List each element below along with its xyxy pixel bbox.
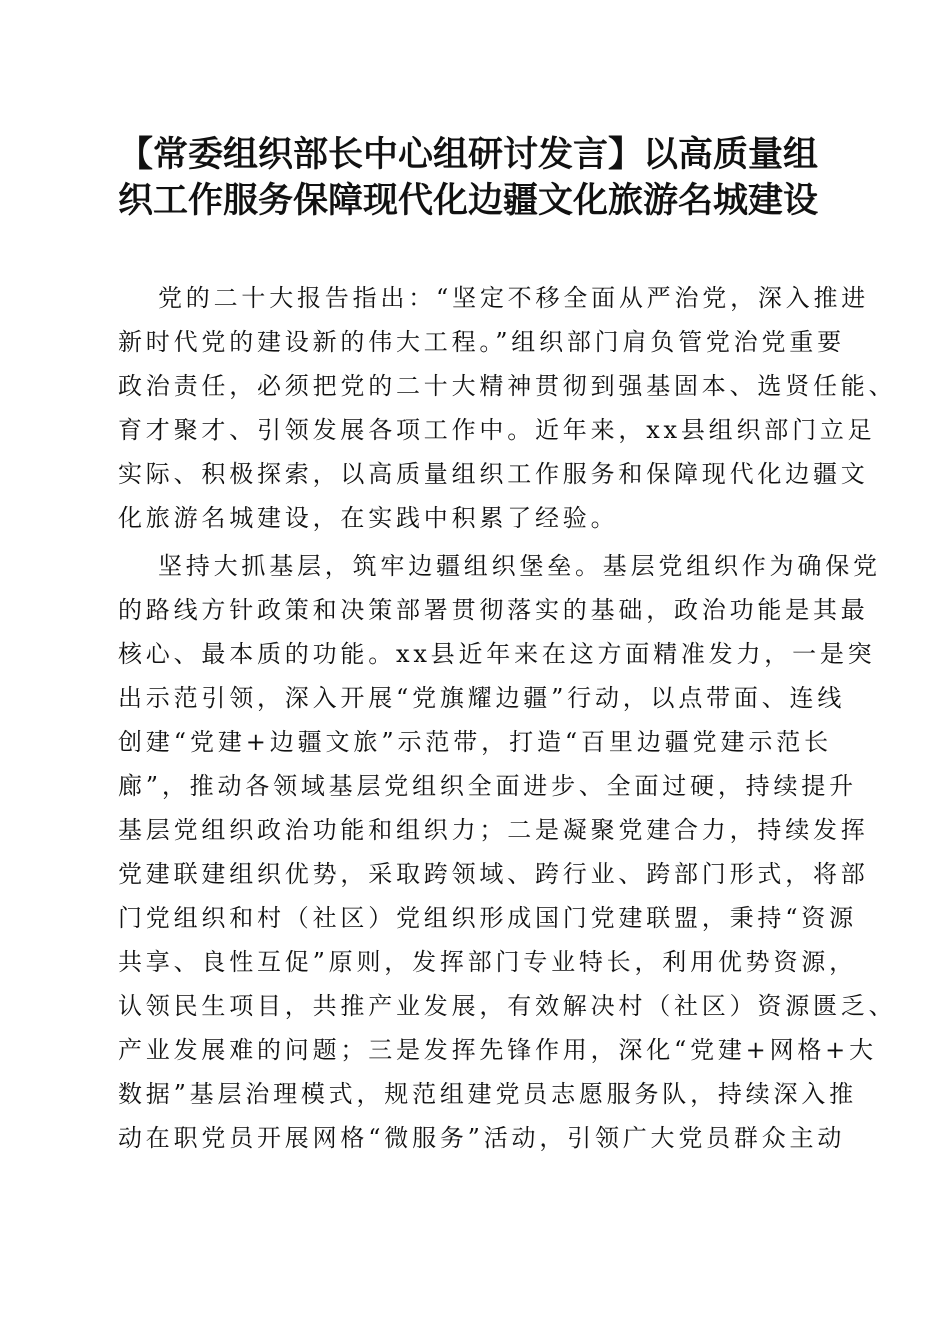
- paragraph-2-line: 创建“党建+边疆文旅”示范带，打造“百里边疆党建示范长: [118, 728, 832, 756]
- paragraph-2-line: 基层党组织政治功能和组织力；二是凝聚党建合力，持续发挥: [118, 816, 869, 844]
- paragraph-2-line: 共享、良性互促”原则，发挥部门专业特长，利用优势资源，: [118, 948, 857, 976]
- paragraph-2-line: 产业发展难的问题；三是发挥先锋作用，深化“党建+网格+大: [118, 1036, 877, 1064]
- paragraph-2-line: 核心、最本质的功能。xx县近年来在这方面精准发力，一是突: [118, 640, 876, 668]
- paragraph-2-line: 党建联建组织优势，采取跨领域、跨行业、跨部门形式，将部: [118, 860, 869, 888]
- paragraph-1-line: 育才聚才、引领发展各项工作中。近年来，xx县组织部门立足: [118, 416, 876, 444]
- paragraph-2-line: 坚持大抓基层，筑牢边疆组织堡垒。基层党组织作为确保党: [158, 552, 881, 580]
- paragraph-2-line: 认领民生项目，共推产业发展，有效解决村（社区）资源匮乏、: [118, 992, 897, 1020]
- paragraph-1-line: 政治责任，必须把党的二十大精神贯彻到强基固本、选贤任能、: [118, 372, 897, 400]
- document-title-line-1: 【常委组织部长中心组研讨发言】以高质量组: [118, 134, 819, 175]
- paragraph-2-line: 动在职党员开展网格“微服务”活动，引领广大党员群众主动: [118, 1124, 846, 1152]
- paragraph-1-line: 化旅游名城建设，在实践中积累了经验。: [118, 504, 619, 532]
- document-title-line-2: 织工作服务保障现代化边疆文化旅游名城建设: [118, 180, 819, 221]
- paragraph-2-line: 出示范引领，深入开展“党旗耀边疆”行动，以点带面、连线: [118, 684, 846, 712]
- paragraph-2-line: 廊”，推动各领域基层党组织全面进步、全面过硬，持续提升: [118, 772, 857, 800]
- paragraph-1-line: 实际、积极探索，以高质量组织工作服务和保障现代化边疆文: [118, 460, 869, 488]
- paragraph-2-line: 的路线方针政策和决策部署贯彻落实的基础，政治功能是其最: [118, 596, 869, 624]
- paragraph-2-line: 门党组织和村（社区）党组织形成国门党建联盟，秉持“资源: [118, 904, 857, 932]
- paragraph-2-line: 数据”基层治理模式，规范组建党员志愿服务队，持续深入推: [118, 1080, 857, 1108]
- paragraph-1-line: 党的二十大报告指出：“坚定不移全面从严治党，深入推进: [158, 284, 870, 312]
- paragraph-1-line: 新时代党的建设新的伟大工程。”组织部门肩负管党治党重要: [118, 328, 845, 356]
